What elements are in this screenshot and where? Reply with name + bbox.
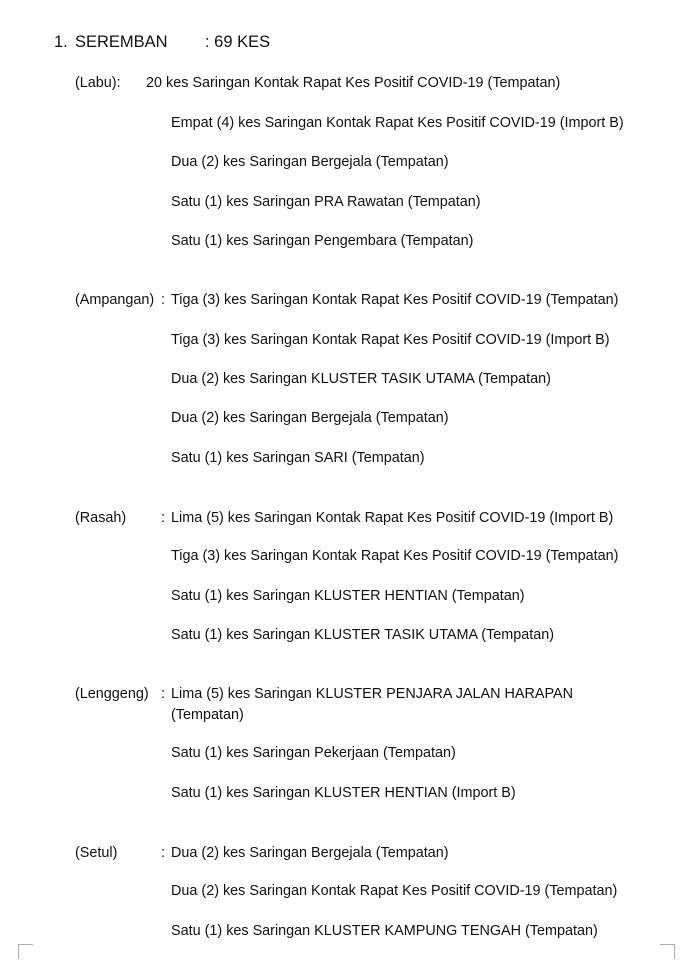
district-name: SEREMBAN	[75, 33, 168, 51]
case-line: Dua (2) kes Saringan Bergejala (Tempatan)	[171, 410, 449, 426]
case-line: Tiga (3) kes Saringan Kontak Rapat Kes Positif COVID-19 (Tempatan)	[171, 548, 619, 564]
page-corner-mark-right	[660, 944, 675, 959]
case-line: Satu (1) kes Saringan KLUSTER HENTIAN (Import B)	[171, 785, 516, 801]
case-line: Tiga (3) kes Saringan Kontak Rapat Kes Positif COVID-19 (Tempatan)	[171, 292, 619, 308]
case-line: Satu (1) kes Saringan SARI (Tempatan)	[171, 450, 425, 466]
section-colon: :	[161, 292, 165, 308]
case-line: Dua (2) kes Saringan KLUSTER TASIK UTAMA (Tempatan)	[171, 371, 551, 387]
case-line: Satu (1) kes Saringan PRA Rawatan (Tempatan)	[171, 194, 481, 210]
case-line: Satu (1) kes Saringan Pengembara (Tempatan)	[171, 233, 474, 249]
case-line: Dua (2) kes Saringan Bergejala (Tempatan)	[171, 154, 449, 170]
section-label: (Lenggeng)	[75, 686, 149, 702]
section-label: (Setul)	[75, 845, 118, 861]
case-line: Dua (2) kes Saringan Bergejala (Tempatan)	[171, 845, 449, 861]
section-colon: :	[161, 510, 165, 526]
heading-number: 1.	[54, 33, 68, 51]
page-corner-mark-left	[18, 944, 33, 959]
section-colon: :	[161, 686, 165, 702]
case-line: Satu (1) kes Saringan KLUSTER TASIK UTAMA (Tempatan)	[171, 627, 555, 643]
case-line: Empat (4) kes Saringan Kontak Rapat Kes Positif COVID-19 (Import B)	[171, 115, 624, 131]
district-case-count: : 69 KES	[205, 33, 271, 51]
section-colon: :	[161, 845, 165, 861]
section-label: (Labu):	[75, 75, 121, 91]
case-line: Satu (1) kes Saringan KLUSTER HENTIAN (Tempatan)	[171, 588, 525, 604]
case-line: Satu (1) kes Saringan KLUSTER KAMPUNG TENGAH (Tempatan)	[171, 923, 598, 939]
case-line: Satu (1) kes Saringan Pekerjaan (Tempatan)	[171, 745, 456, 761]
section-label: (Rasah)	[75, 510, 127, 526]
section-label: (Ampangan)	[75, 292, 155, 308]
case-line: 20 kes Saringan Kontak Rapat Kes Positif COVID-19 (Tempatan)	[146, 75, 561, 91]
case-line: Lima (5) kes Saringan KLUSTER PENJARA JALAN HARAPAN (Tempatan)	[171, 686, 574, 723]
case-line: Dua (2) kes Saringan Kontak Rapat Kes Positif COVID-19 (Tempatan)	[171, 883, 618, 899]
case-line: Tiga (3) kes Saringan Kontak Rapat Kes Positif COVID-19 (Import B)	[171, 332, 610, 348]
case-line: Lima (5) kes Saringan Kontak Rapat Kes Positif COVID-19 (Import B)	[171, 510, 614, 526]
